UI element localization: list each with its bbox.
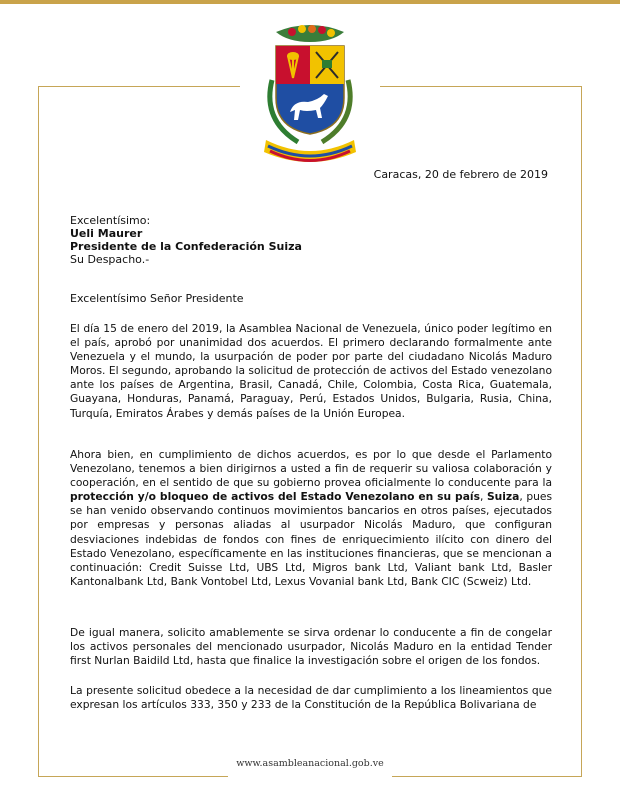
top-gold-rule: [0, 0, 620, 4]
frame-top-right: [380, 86, 582, 87]
letter-date: Caracas, 20 de febrero de 2019: [373, 168, 548, 181]
paragraph-1: [70, 322, 552, 421]
frame-bottom-left: [38, 776, 228, 777]
footer-website[interactable]: www.asambleanacional.gob.ve: [236, 758, 384, 769]
frame-left: [38, 86, 39, 776]
recipient-block: [70, 214, 302, 266]
recipient-office: Su Despacho.-: [70, 253, 150, 266]
recipient-position: Presidente de la Confederación Suiza: [70, 240, 302, 253]
paragraph-2-text-b: , pues se han venido observando continuos movimientos bancarios en otros países, ejecutados por empresas y personas aliadas al usurpador Nicolás Maduro, que configuran desviaciones indebidas de fondos con fines de enriquecimiento ilícito con dinero del Estado Venezolano, específicamente en las instituciones financieras, que se mencionan a continuación: Credit Suisse Ltd, UBS Ltd, Migros bank Ltd, Valiant bank Ltd, Basler Kantonalbank Ltd, Bank Vontobel Ltd, Lexus Vovanial bank Ltd, Bank CIC (Scweiz) Ltd.: [70, 490, 553, 588]
paragraph-4: [70, 684, 552, 712]
paragraph-2-bold-request: protección y/o bloqueo de activos del Estado Venezolano en su país: [70, 490, 480, 504]
paragraph-2-text-a: Ahora bien, en cumplimiento de dichos acuerdos, es por lo que desde el Parlamento Venezolano, tenemos a bien dirigirnos a usted a fin de requerir su valiosa colaboración y cooperación, en el sentido de que su gobierno provea oficialmente lo conducente para la: [70, 448, 552, 490]
paragraph-3: [70, 626, 552, 668]
salutation: Excelentísimo Señor Presidente: [70, 292, 244, 305]
paragraph-2: [70, 448, 552, 589]
paragraph-3-text: De igual manera, solicito amablemente se sirva ordenar lo conducente a fin de congelar los activos personales del mencionado usurpador, Nicolás Maduro en la entidad Tender first Nurlan Baidild Ltd, hasta que finalice la investigación sobre el origen de los fondos.: [70, 626, 552, 668]
recipient-name: Ueli Maurer: [70, 227, 143, 240]
frame-top-left: [38, 86, 240, 87]
frame-bottom-right: [392, 776, 582, 777]
paragraph-4-text: La presente solicitud obedece a la necesidad de dar cumplimiento a los lineamientos que expresan los artículos 333, 350 y 233 de la Constitución de la República Bolivariana de: [70, 684, 552, 712]
paragraph-2-bold-country: Suiza: [486, 490, 520, 504]
paragraph-2-comma: ,: [479, 490, 487, 504]
recipient-honorific: Excelentísimo:: [70, 214, 151, 227]
frame-right: [581, 86, 582, 776]
coat-of-arms-seal: [252, 20, 368, 166]
paragraph-1-text: El día 15 de enero del 2019, la Asamblea Nacional de Venezuela, único poder legítimo en el país, aprobó por unanimidad dos acuerdos. El primero declarando formalmente ante Venezuela y el mundo, la usurpación de poder por parte del ciudadano Nicolás Maduro Moros. El segundo, aprobando la solicitud de protección de activos del Estado venezolano ante los países de Argentina, Brasil, Canadá, Chile, Colombia, Costa Rica, Guatemala, Guayana, Honduras, Panamá, Paraguay, Perú, Estados Unidos, Bulgaria, Rusia, China, Turquía, Emiratos Árabes y demás países de la Unión Europea.: [70, 322, 552, 420]
